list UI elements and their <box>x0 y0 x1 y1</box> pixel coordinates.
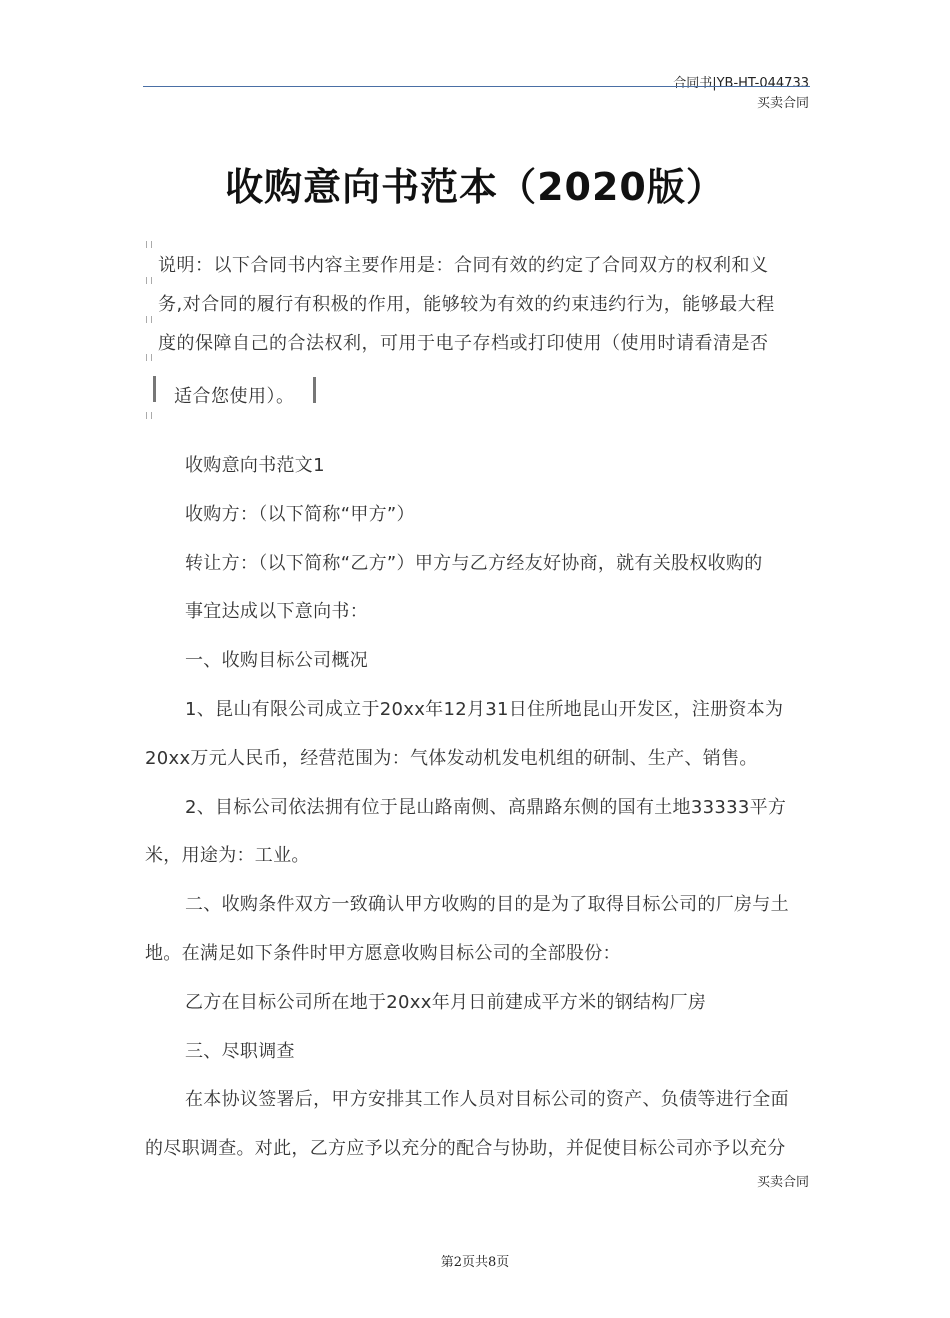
paragraph: 1、昆山有限公司成立于20xx年12月31日住所地昆山开发区，注册资本为 <box>185 698 784 720</box>
paragraph: 收购方：（以下简称“甲方”） <box>185 503 415 525</box>
paragraph: 20xx万元人民币，经营范围为：气体发动机发电机组的研制、生产、销售。 <box>145 747 758 769</box>
paragraph: 收购意向书范文1 <box>185 455 325 476</box>
paragraph: 在本协议签署后，甲方安排其工作人员对目标公司的资产、负债等进行全面 <box>185 1089 789 1111</box>
paragraph: 米，用途为：工业。 <box>145 845 310 867</box>
margin-mark <box>146 412 152 419</box>
note-line: 适合您使用）。 <box>174 386 295 407</box>
header-category: 买卖合同 <box>756 96 809 111</box>
document-note <box>158 252 808 422</box>
margin-mark <box>146 316 152 323</box>
paragraph: 三、尽职调查 <box>185 1040 295 1062</box>
margin-mark <box>146 241 152 248</box>
paragraph: 地。在满足如下条件时甲方愿意收购目标公司的全部股份： <box>145 942 621 964</box>
paragraph: 二、收购条件双方一致确认甲方收购的目的是为了取得目标公司的厂房与土 <box>185 894 789 916</box>
note-line: 度的保障自己的合法权利，可用于电子存档或打印使用（使用时请看清是否 <box>158 333 769 354</box>
note-line: 务,对合同的履行有积极的作用，能够较为有效的约束违约行为，能够最大程 <box>158 294 775 315</box>
page-number: 第2页共8页 <box>440 1255 510 1270</box>
header-document-code: 合同书|YB-HT-044733 <box>673 76 809 91</box>
document-body <box>145 452 810 1184</box>
note-line: 说明：以下合同书内容主要作用是：合同有效的约定了合同双方的权利和义 <box>158 255 769 276</box>
footer-category: 买卖合同 <box>756 1175 809 1190</box>
paragraph: 乙方在目标公司所在地于20xx年月日前建成平方米的钢结构厂房 <box>185 991 707 1013</box>
paragraph: 转让方：（以下简称“乙方”）甲方与乙方经友好协商，就有关股权收购的 <box>185 552 763 574</box>
paragraph: 2、目标公司依法拥有位于昆山路南侧、高鼎路东侧的国有土地33333平方 <box>185 796 787 818</box>
header-rule <box>143 86 810 87</box>
margin-mark <box>146 277 152 284</box>
paragraph: 事宜达成以下意向书： <box>185 601 368 623</box>
margin-mark <box>146 354 152 361</box>
margin-bar-left <box>153 376 156 402</box>
paragraph: 的尽职调查。对此，乙方应予以充分的配合与协助，并促使目标公司亦予以充分 <box>145 1138 786 1160</box>
document-title: 收购意向书范本（2020版） <box>225 165 725 209</box>
paragraph: 一、收购目标公司概况 <box>185 650 368 672</box>
